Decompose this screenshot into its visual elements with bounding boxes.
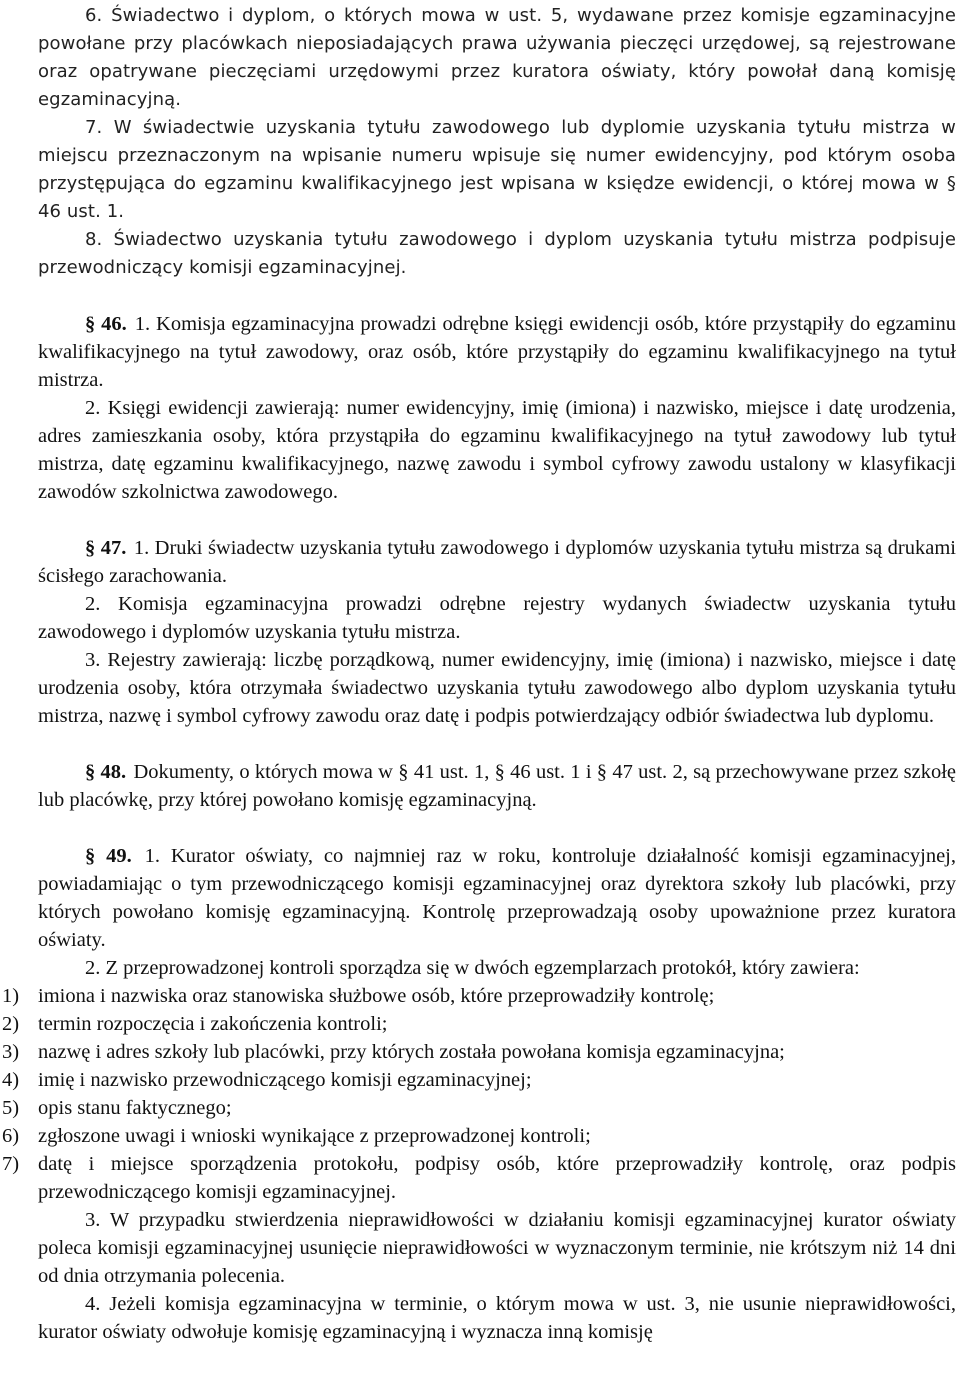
paragraph-6: 6. Świadectwo i dyplom, o których mowa w ust. 5, wydawane przez komisje egzaminacyjne powołane przy placówkach nieposiadających prawa używania pieczęci urzędowej, są rejestrowane oraz opatrywane pieczęciami urzędowymi przez kuratora oświaty, który powołał daną komisję egzaminacyjną.	[38, 5, 956, 110]
section-49-paragraph-3: 3. W przypadku stwierdzenia nieprawidłowości w działaniu komisji egzaminacyjnej kurator oświaty poleca komisji egzaminacyjnej usunięcie nieprawidłowości w wyznaczonym terminie, nie krótszym niż 14 dni od dnia otrzymania polecenia.	[38, 1209, 956, 1287]
section-47-text-1: 1. Druki świadectw uzyskania tytułu zawodowego i dyplomów uzyskania tytułu mistrza są drukami ścisłego zarachowania.	[38, 537, 957, 587]
section-46-text-1: 1. Komisja egzaminacyjna prowadzi odrębne księgi ewidencji osób, które przystąpiły do egzaminu kwalifikacyjnego na tytuł zawodowy, oraz osób, które przystąpiły do egzaminu kwalifikacyjnego na tytuł mistrza.	[38, 313, 957, 391]
list-item-text: imię i nazwisko przewodniczącego komisji egzaminacyjnej;	[38, 1069, 532, 1091]
section-46-paragraph-1	[0, 310, 960, 394]
section-47-paragraph-2: 2. Komisja egzaminacyjna prowadzi odrębne rejestry wydanych świadectw uzyskania tytułu zawodowego i dyplomów uzyskania tytułu mistrza.	[38, 593, 956, 643]
paragraph-8: 8. Świadectwo uzyskania tytułu zawodowego i dyplom uzyskania tytułu mistrza podpisuje przewodniczący komisji egzaminacyjnej.	[38, 229, 956, 278]
list-item	[0, 1038, 960, 1066]
section-48-heading: § 48.	[85, 761, 127, 783]
spacer	[0, 506, 960, 534]
list-item	[0, 1094, 960, 1122]
list-item-number: 5)	[2, 1097, 20, 1119]
list-item-text: nazwę i adres szkoły lub placówki, przy których została powołana komisja egzaminacyjna;	[38, 1041, 785, 1063]
section-49-paragraph-1	[0, 842, 960, 954]
paragraph-7: 7. W świadectwie uzyskania tytułu zawodowego lub dyplomie uzyskania tytułu mistrza w miejscu przeznaczonym na wpisanie numeru wpisuje się numer ewidencyjny, pod którym osoba przystępująca do egzaminu kwalifikacyjnego jest wpisana w księdze ewidencji, o której mowa w § 46 ust. 1.	[38, 117, 956, 222]
list-item-number: 1)	[2, 985, 20, 1007]
list-item-text: opis stanu faktycznego;	[38, 1097, 232, 1119]
list-item	[0, 1122, 960, 1150]
list-item	[0, 1010, 960, 1038]
list-item-text: zgłoszone uwagi i wnioski wynikające z przeprowadzonej kontroli;	[38, 1125, 591, 1147]
section-48-text: Dokumenty, o których mowa w § 41 ust. 1, § 46 ust. 1 i § 47 ust. 2, są przechowywane przez szkołę lub placówkę, przy której powołano komisję egzaminacyjną.	[38, 761, 957, 811]
list-item-number: 4)	[2, 1069, 20, 1091]
section-47-heading: § 47.	[85, 537, 127, 559]
list-item-text: imiona i nazwiska oraz stanowiska służbowe osób, które przeprowadziły kontrolę;	[38, 985, 715, 1007]
section-49-paragraph-2: 2. Z przeprowadzonej kontroli sporządza się w dwóch egzemplarzach protokół, który zawiera:	[85, 957, 860, 979]
section-47-paragraph-1	[0, 534, 960, 590]
section-46-heading: § 46.	[85, 313, 127, 335]
protocol-contents-list	[0, 982, 960, 1206]
list-item-text: datę i miejsce sporządzenia protokołu, podpisy osób, które przeprowadziły kontrolę, oraz podpis przewodniczącego komisji egzaminacyjnej.	[38, 1153, 956, 1203]
spacer	[0, 814, 960, 842]
list-item-number: 3)	[2, 1041, 20, 1063]
list-item-number: 7)	[2, 1153, 20, 1175]
list-item	[0, 1066, 960, 1094]
section-49-heading: § 49.	[85, 845, 132, 867]
spacer	[0, 282, 960, 310]
list-item	[0, 982, 960, 1010]
section-47-paragraph-3: 3. Rejestry zawierają: liczbę porządkową, numer ewidencyjny, imię (imiona) i nazwisko, miejsce i datę urodzenia osoby, która otrzymała świadectwo uzyskania tytułu zawodowego albo dyplom uzyskania tytułu mistrza, nazwę i symbol cyfrowy zawodu oraz datę i podpis potwierdzający odbiór świadectwa lub dyplomu.	[38, 649, 956, 727]
list-item-number: 6)	[2, 1125, 20, 1147]
section-46-paragraph-2: 2. Księgi ewidencji zawierają: numer ewidencyjny, imię (imiona) i nazwisko, miejsce i datę urodzenia, adres zamieszkania osoby, która przystąpiła do egzaminu kwalifikacyjnego na tytuł zawodowy lub tytuł mistrza, datę egzaminu kwalifikacyjnego, nazwę zawodu i symbol cyfrowy zawodu ustalony w klasyfikacji zawodów szkolnictwa zawodowego.	[38, 397, 956, 503]
section-49-text-1: 1. Kurator oświaty, co najmniej raz w roku, kontroluje działalność komisji egzaminacyjnej, powiadamiając o tym przewodniczącego komisji egzaminacyjnej oraz dyrektora szkoły lub placówki, przy których powołano komisję egzaminacyjną. Kontrolę przeprowadzają osoby upoważnione przez kuratora oświaty.	[38, 845, 957, 951]
section-48-paragraph	[0, 758, 960, 814]
spacer	[0, 730, 960, 758]
list-item-number: 2)	[2, 1013, 20, 1035]
section-49-paragraph-4: 4. Jeżeli komisja egzaminacyjna w terminie, o którym mowa w ust. 3, nie usunie nieprawidłowości, kurator oświaty odwołuje komisję egzaminacyjną i wyznacza inną komisję	[38, 1293, 956, 1343]
list-item	[0, 1150, 960, 1206]
list-item-text: termin rozpoczęcia i zakończenia kontroli;	[38, 1013, 388, 1035]
